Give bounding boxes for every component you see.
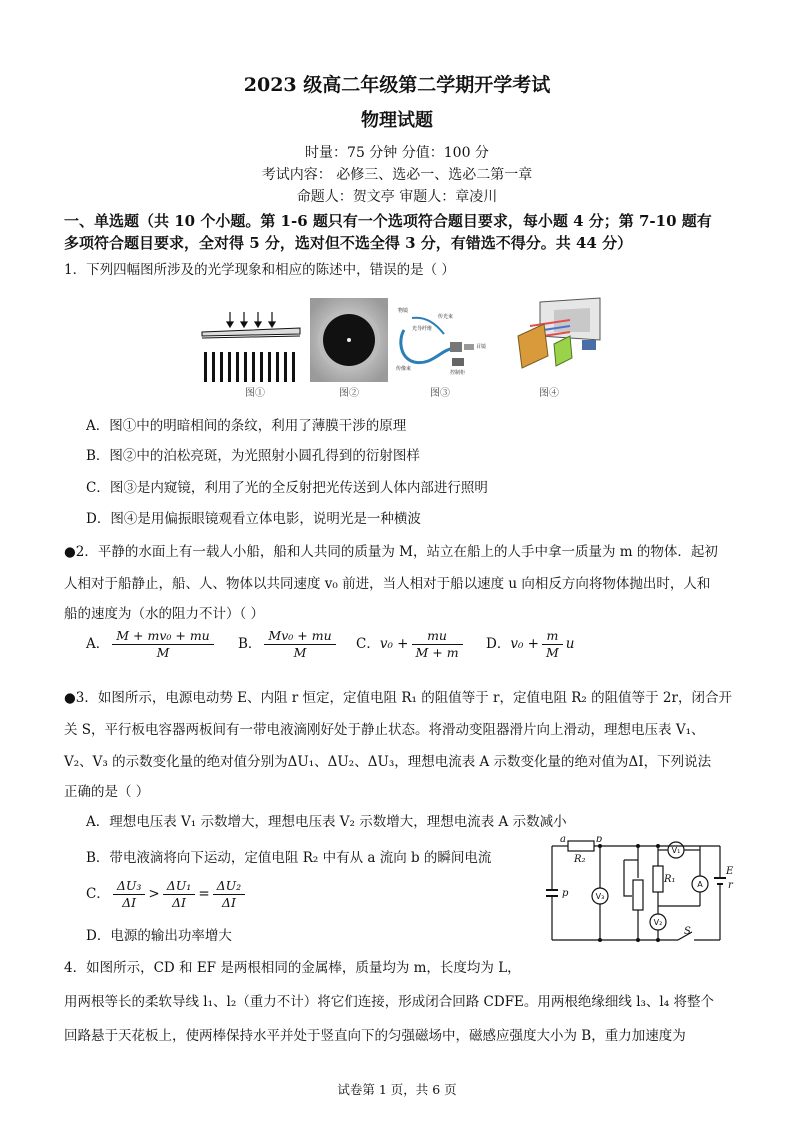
q3-option-c[interactable]: C． $\frac{\text{ΔU₃}}{\Delta I}$ > $\frac{\text{ΔU₁}}{\Delta I}$ = $\frac{\text{ΔU₂}}{\Delta I}$ [86,878,248,911]
q2-b-fraction: $\frac{\text{Mv₀ + mu}}{M}$ [264,628,335,661]
q1-stem: 1．下列四幅图所涉及的光学现象和相应的陈述中，错误的是（ ） [64,262,455,278]
circuit-label-v3: V₃ [595,892,605,901]
circuit-label-e: E [726,866,734,877]
circuit-label-s: S [684,926,691,937]
q3-option-a[interactable]: A．理想电压表 V₁ 示数增大，理想电压表 V₂ 示数增大，理想电流表 A 示数减小 [86,814,567,830]
q1-option-d[interactable]: D．图④是用偏振眼镜观看立体电影，说明光是一种横波 [86,511,421,527]
circuit-label-r1: R₁ [664,874,676,885]
q3-option-b[interactable]: B．带电液滴将向下运动，定值电阻 R₂ 中有从 a 流向 b 的瞬间电流 [86,850,492,866]
q2-c-fraction: $\frac{mu}{M + m}$ [412,628,463,661]
q4-line3: 回路悬于天花板上，使两棒保持水平并处于竖直向下的匀强磁场中，磁感应强度大小为 B，重力加速度为 [64,1028,686,1044]
page-footer: 试卷第 1 页，共 6 页 [337,1082,457,1097]
figure-3-endoscope [392,300,492,380]
circuit-label-p: p [562,888,569,899]
q2-line1: ●2．平静的水面上有一载人小船，船和人共同的质量为 M，站立在船上的人手中拿一质量为 m 的物体．起初 [64,544,718,560]
q2-a-fraction: $\frac{\text{M + mv₀ + mu}}{M}$ [112,628,213,661]
q1-option-b[interactable]: B．图②中的泊松亮斑，为光照射小圆孔得到的衍射图样 [86,448,420,464]
exam-content: 考试内容： 必修三、选必一、选必二第一章 [261,167,533,183]
rheostat [633,880,643,910]
circuit-label-a-meter: A [697,880,703,889]
q4-line1: 4．如图所示，CD 和 EF 是两根相同的金属棒，质量均为 m，长度均为 L， [64,960,521,976]
exam-title: 2023 级高二年级第二学期开学考试 [243,74,551,96]
exam-subtitle: 物理试题 [361,110,433,131]
q3-c-frac-2: $\frac{\text{ΔU₁}}{\Delta I}$ [163,878,196,911]
circuit-label-v1: V₁ [671,846,681,855]
fig3-label-fiber: 光导纤维 [412,326,433,332]
q3-option-d[interactable]: D．电源的输出功率增大 [86,928,232,944]
q2-option-b[interactable]: B． $\frac{\text{Mv₀ + mu}}{M}$ [238,628,339,661]
q2-option-c[interactable]: C．v₀ + $\frac{mu}{M + m}$ [356,628,466,661]
q2-d-fraction: $\frac{m}{M}$ [542,628,563,661]
figure-3-caption: 图③ [430,388,450,399]
resistor-r2 [568,841,594,851]
q2-option-a[interactable]: A． $\frac{\text{M + mv₀ + mu}}{M}$ [86,628,217,661]
q3-circuit-diagram [538,836,738,948]
q2-option-d[interactable]: D．v₀ + $\frac{m}{M}$ u [486,628,575,660]
q3-line2: 关 S，平行板电容器两板间有一带电液滴刚好处于静止状态。将滑动变阻器滑片向上滑动，理想电压表 V₁、 [64,722,705,738]
circuit-label-v2: V₂ [653,918,663,927]
q1-option-a[interactable]: A．图①中的明暗相间的条纹，利用了薄膜干涉的原理 [86,418,407,434]
figure-4-3d-cinema [510,296,610,382]
resistor-r1 [653,866,663,892]
fig3-label-eyepiece: 目镜 [476,344,487,350]
q3-line1: ●3．如图所示，电源电动势 E、内阻 r 恒定，定值电阻 R₁ 的阻值等于 r，定值电阻 R₂ 的阻值等于 2r，闭合开 [64,690,732,706]
figure-1-wedge [200,310,310,390]
fig3-label-light-bundle: 传光束 [438,314,454,320]
q3-c-frac-3: $\frac{\text{ΔU₂}}{\Delta I}$ [213,878,246,911]
q2-line2: 人相对于船静止，船、人、物体以共同速度 v₀ 前进，当人相对于船以速度 u 向相反方向将物体抛出时，人和 [64,576,711,592]
figure-2-caption: 图② [339,388,359,399]
q1-option-c[interactable]: C．图③是内窥镜，利用了光的全反射把光传送到人体内部进行照明 [86,480,488,496]
circuit-label-r: r [728,880,733,891]
figure-1-caption: 图① [245,388,265,399]
q3-c-frac-1: $\frac{\text{ΔU₃}}{\Delta I}$ [113,878,146,911]
fig3-label-image-bundle: 传像束 [396,366,412,372]
exam-authors: 命题人：贺文亭 审题人：章凌川 [296,189,498,205]
q3-line4: 正确的是（ ） [64,784,150,800]
q2-line3: 船的速度为（水的阻力不计）（ ） [64,606,265,622]
figure-2-poisson-spot [310,298,388,382]
circuit-label-r2: R₂ [574,854,586,865]
fig3-label-cabinet: 控制柜 [450,370,466,376]
time-score: 时量：75 分钟 分值：100 分 [305,145,489,161]
q4-line2: 用两根等长的柔软导线 l₁、l₂（重力不计）将它们连接，形成闭合回路 CDFE。用两根绝缘细线 l₃、l₄ 将整个 [64,994,714,1010]
circuit-label-b: b [596,836,603,845]
fig3-label-objective: 物镜 [398,308,409,314]
circuit-label-a: a [560,836,566,845]
section-heading-line2: 多项符合题目要求，全对得 5 分，选对但不选全得 3 分，有错选不得分。共 44 分） [64,234,633,252]
section-heading-line1: 一、单选题（共 10 个小题。第 1-6 题只有一个选项符合题目要求，每小题 4 分；第 7-10 题有 [64,212,712,230]
q3-line3: V₂、V₃ 的示数变化量的绝对值分别为ΔU₁、ΔU₂、ΔU₃，理想电流表 A 示数变化量的绝对值为ΔI，下列说法 [64,754,712,770]
figure-4-caption: 图④ [539,388,559,399]
